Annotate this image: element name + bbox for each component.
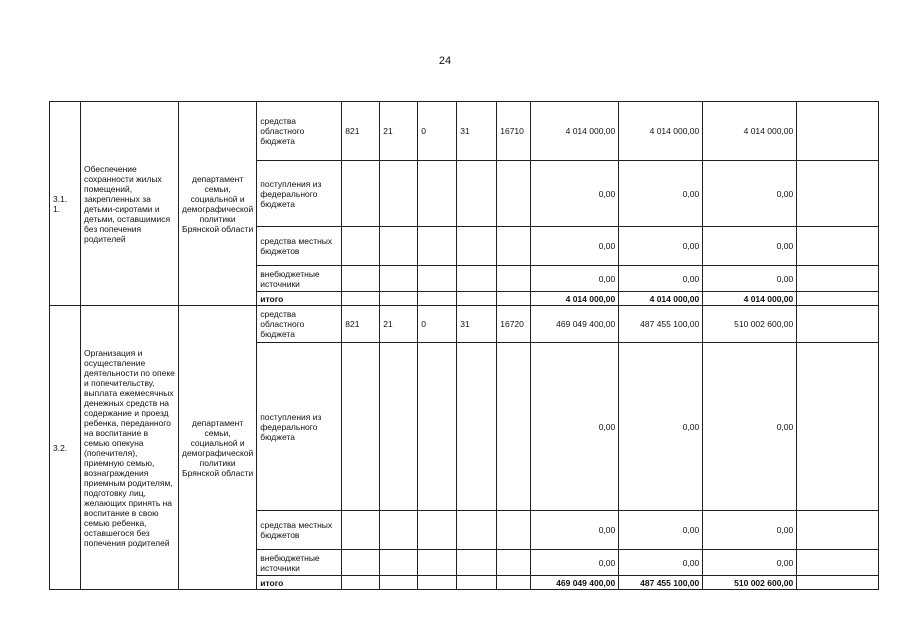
expense-code <box>497 161 531 227</box>
amount-year-3: 0,00 <box>703 343 797 511</box>
activity-name: Обеспечение сохранности жилых помещений, закрепленных за детьми-сиротами и детьми, оставшимися без попечения родителей <box>81 102 179 306</box>
section-code: 21 <box>380 306 418 343</box>
subsection-code <box>418 576 457 590</box>
expense-code <box>497 511 531 550</box>
subsection-code: 0 <box>418 102 457 161</box>
amount-year-1: 0,00 <box>531 227 619 266</box>
amount-year-3: 0,00 <box>703 266 797 292</box>
expense-code <box>497 550 531 576</box>
amount-year-3: 0,00 <box>703 161 797 227</box>
expense-code <box>497 227 531 266</box>
amount-year-3: 4 014 000,00 <box>703 102 797 161</box>
funding-source: внебюджетные источники <box>257 266 342 292</box>
amount-year-3: 0,00 <box>703 511 797 550</box>
program-code <box>457 292 497 306</box>
amount-year-2: 0,00 <box>619 550 703 576</box>
empty-cell <box>797 102 879 161</box>
section-code <box>380 292 418 306</box>
expense-code <box>497 343 531 511</box>
funding-source: средства местных бюджетов <box>257 227 342 266</box>
funding-source: средства областного бюджета <box>257 306 342 343</box>
funding-source: итого <box>257 292 342 306</box>
empty-cell <box>797 511 879 550</box>
empty-cell <box>797 161 879 227</box>
grbs-code <box>342 550 380 576</box>
program-code <box>457 550 497 576</box>
grbs-code <box>342 227 380 266</box>
amount-year-2: 0,00 <box>619 227 703 266</box>
funding-source: средства областного бюджета <box>257 102 342 161</box>
grbs-code: 821 <box>342 102 380 161</box>
funding-source: поступления из федерального бюджета <box>257 161 342 227</box>
funding-source: внебюджетные источники <box>257 550 342 576</box>
amount-year-1: 0,00 <box>531 161 619 227</box>
subsection-code <box>418 227 457 266</box>
expense-code <box>497 266 531 292</box>
section-code <box>380 266 418 292</box>
subsection-code: 0 <box>418 306 457 343</box>
amount-year-3: 510 002 600,00 <box>703 306 797 343</box>
subsection-code <box>418 511 457 550</box>
funding-source: средства местных бюджетов <box>257 511 342 550</box>
empty-cell <box>797 292 879 306</box>
responsible-department: департамент семьи, социальной и демографической политики Брянской области <box>179 102 257 306</box>
amount-year-2: 0,00 <box>619 511 703 550</box>
section-code <box>380 343 418 511</box>
amount-year-1: 0,00 <box>531 511 619 550</box>
amount-year-2: 487 455 100,00 <box>619 306 703 343</box>
funding-source: итого <box>257 576 342 590</box>
empty-cell <box>797 576 879 590</box>
table-body <box>50 102 879 590</box>
empty-cell <box>797 343 879 511</box>
subsection-code <box>418 343 457 511</box>
subsection-code <box>418 266 457 292</box>
expense-code <box>497 576 531 590</box>
grbs-code <box>342 511 380 550</box>
expense-code <box>497 292 531 306</box>
program-code <box>457 343 497 511</box>
table-row <box>50 102 879 161</box>
section-code <box>380 161 418 227</box>
amount-year-2: 0,00 <box>619 343 703 511</box>
empty-cell <box>797 306 879 343</box>
funding-source: поступления из федерального бюджета <box>257 343 342 511</box>
expense-code: 16720 <box>497 306 531 343</box>
activity-name: Организация и осуществление деятельности по опеке и попечительству, выплата ежемесячных денежных средств на содержание и проезд ребенка, переданного на воспитание в семью опекуна (попечителя), приемную семью, вознаграждения приемным родителям, подготовку лиц, желающих принять на воспитание в свою семью ребенка, оставшегося без попечения родителей <box>81 306 179 590</box>
grbs-code <box>342 576 380 590</box>
section-code: 21 <box>380 102 418 161</box>
amount-year-2: 0,00 <box>619 161 703 227</box>
table-row <box>50 306 879 343</box>
budget-table <box>49 101 879 590</box>
grbs-code <box>342 161 380 227</box>
amount-year-3: 4 014 000,00 <box>703 292 797 306</box>
grbs-code: 821 <box>342 306 380 343</box>
amount-year-2: 4 014 000,00 <box>619 102 703 161</box>
subsection-code <box>418 161 457 227</box>
program-code <box>457 161 497 227</box>
amount-year-3: 0,00 <box>703 550 797 576</box>
row-number: 3.2. <box>50 306 81 590</box>
amount-year-1: 0,00 <box>531 266 619 292</box>
empty-cell <box>797 227 879 266</box>
amount-year-2: 487 455 100,00 <box>619 576 703 590</box>
section-code <box>380 576 418 590</box>
program-code: 31 <box>457 306 497 343</box>
subsection-code <box>418 550 457 576</box>
program-code <box>457 576 497 590</box>
section-code <box>380 511 418 550</box>
amount-year-1: 469 049 400,00 <box>531 306 619 343</box>
page-number: 24 <box>438 55 452 67</box>
grbs-code <box>342 292 380 306</box>
grbs-code <box>342 266 380 292</box>
empty-cell <box>797 550 879 576</box>
program-code: 31 <box>457 102 497 161</box>
responsible-department: департамент семьи, социальной и демографической политики Брянской области <box>179 306 257 590</box>
amount-year-1: 0,00 <box>531 550 619 576</box>
amount-year-2: 4 014 000,00 <box>619 292 703 306</box>
empty-cell <box>797 266 879 292</box>
amount-year-1: 0,00 <box>531 343 619 511</box>
section-code <box>380 550 418 576</box>
amount-year-2: 0,00 <box>619 266 703 292</box>
program-code <box>457 227 497 266</box>
amount-year-1: 4 014 000,00 <box>531 102 619 161</box>
amount-year-3: 0,00 <box>703 227 797 266</box>
section-code <box>380 227 418 266</box>
row-number: 3.1. 1. <box>50 102 81 306</box>
program-code <box>457 511 497 550</box>
program-code <box>457 266 497 292</box>
amount-year-1: 4 014 000,00 <box>531 292 619 306</box>
amount-year-1: 469 049 400,00 <box>531 576 619 590</box>
expense-code: 16710 <box>497 102 531 161</box>
grbs-code <box>342 343 380 511</box>
amount-year-3: 510 002 600,00 <box>703 576 797 590</box>
subsection-code <box>418 292 457 306</box>
